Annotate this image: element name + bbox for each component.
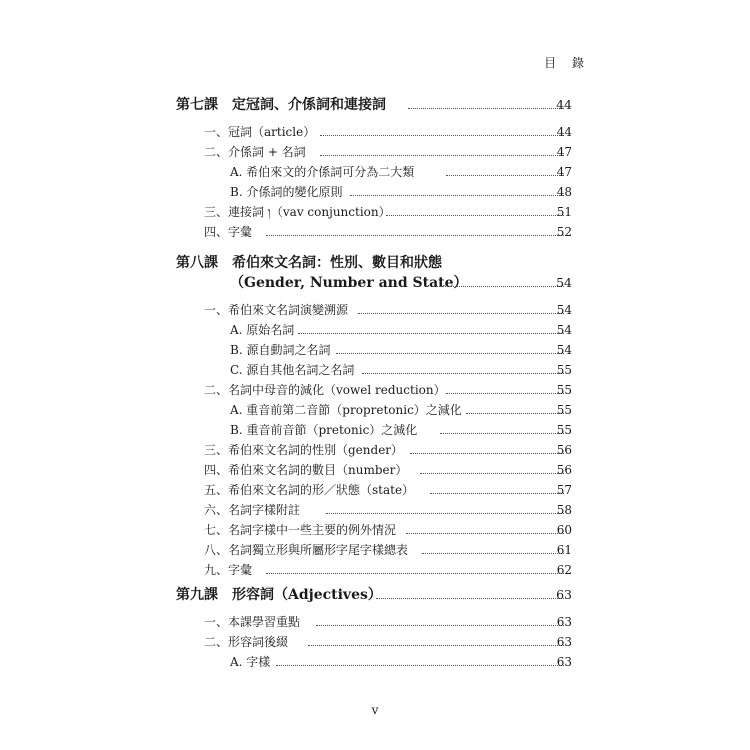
toc-section	[0, 634, 750, 656]
toc-entry-title: 第八課 希伯來文名詞：性別、數目和狀態	[176, 255, 442, 271]
toc-subsection	[0, 402, 750, 424]
toc-entry-page: 55	[556, 423, 572, 437]
dot-leader	[308, 645, 564, 646]
toc-entry-page: 54	[556, 323, 572, 337]
toc-entry-page: 55	[556, 383, 572, 397]
toc-section	[0, 562, 750, 584]
toc-entry-page: 62	[556, 563, 572, 577]
toc-entry-title: B. 重音前音節（pretonic）之減化	[230, 423, 418, 437]
toc-entry-page: 57	[556, 483, 572, 497]
toc-entry-title: 一、希伯來文名詞演變溯源	[204, 303, 349, 317]
toc-entry-title: 四、字彙	[204, 225, 253, 239]
dot-leader	[276, 665, 564, 666]
toc-entry-page: 54	[556, 275, 572, 290]
toc-chapter-8	[0, 254, 750, 276]
toc-entry-title: 第九課 形容詞（Adjectives）	[176, 587, 382, 603]
toc-entry-page: 63	[556, 587, 572, 602]
toc-entry-title: 二、形容詞後綴	[204, 635, 289, 649]
toc-entry-title: 五、希伯來文名詞的形／狀態（state）	[204, 483, 415, 497]
toc-entry-title: A. 字樣	[230, 655, 271, 669]
toc-entry-page: 63	[556, 635, 572, 649]
toc-entry-page: 52	[556, 225, 572, 239]
toc-entry-title: 一、冠詞（article）	[204, 125, 316, 139]
toc-entry-page: 63	[556, 615, 572, 629]
toc-entry-title: A. 原始名詞	[230, 323, 295, 337]
toc-entry-title: C. 源自其他名詞之名詞	[230, 363, 355, 377]
toc-entry-title: 二、名詞中母音的減化（vowel reduction）	[204, 383, 446, 397]
toc-section	[0, 204, 750, 226]
toc-entry-title: 一、本課學習重點	[204, 615, 301, 629]
toc-entry-title: 三、希伯來文名詞的性別（gender）	[204, 443, 404, 457]
running-head: 目 錄	[544, 56, 590, 70]
toc-entry-page: 56	[556, 463, 572, 477]
toc-entry-page: 58	[556, 503, 572, 517]
toc-section	[0, 124, 750, 146]
toc-entry-page: 63	[556, 655, 572, 669]
page-number: v	[371, 703, 379, 717]
dot-leader	[320, 135, 564, 136]
toc-entry-title: 七、名詞字樣中一些主要的例外情況	[204, 523, 397, 537]
toc-section	[0, 462, 750, 484]
toc-subsection	[0, 184, 750, 206]
toc-subsection	[0, 322, 750, 344]
dot-leader	[320, 155, 564, 156]
toc-subsection	[0, 342, 750, 364]
toc-section	[0, 482, 750, 504]
toc-entry-title: 四、希伯來文名詞的數目（number）	[204, 463, 408, 477]
dot-leader	[326, 513, 564, 514]
toc-entry-title: B. 源自動詞之名詞	[230, 343, 331, 357]
dot-leader	[266, 235, 564, 236]
toc-chapter-8-subtitle	[0, 274, 750, 296]
toc-section	[0, 302, 750, 324]
toc-subsection	[0, 362, 750, 384]
toc-entry-page: 56	[556, 443, 572, 457]
toc-entry-page: 44	[556, 125, 572, 139]
toc-entry-title: 三、連接詞 וְ（vav conjunction）	[204, 205, 391, 219]
toc-entry-title: 九、字彙	[204, 563, 253, 577]
toc-subsection	[0, 164, 750, 186]
toc-section	[0, 382, 750, 404]
toc-section	[0, 522, 750, 544]
toc-section	[0, 224, 750, 246]
dot-leader	[266, 573, 564, 574]
dot-leader	[336, 353, 564, 354]
toc-section	[0, 502, 750, 524]
toc-entry-page: 47	[556, 165, 572, 179]
toc-entry-page: 47	[556, 145, 572, 159]
toc-entry-page: 54	[556, 303, 572, 317]
toc-section	[0, 442, 750, 464]
toc-subsection	[0, 422, 750, 444]
toc-chapter-9	[0, 586, 750, 608]
toc-entry-title: B. 介係詞的變化原則	[230, 185, 343, 199]
toc-entry-title: A. 希伯來文的介係詞可分為二大類	[230, 165, 415, 179]
toc-entry-title: 二、介係詞 + 名詞	[204, 145, 306, 159]
toc-entry-page: 55	[556, 363, 572, 377]
toc-chapter-7	[0, 96, 750, 118]
toc-entry-page: 61	[556, 543, 572, 557]
toc-entry-page: 44	[556, 97, 572, 112]
toc-section	[0, 542, 750, 564]
dot-leader	[298, 333, 564, 334]
toc-entry-title: 第七課 定冠詞、介係詞和連接詞	[176, 97, 386, 113]
toc-entry-page: 55	[556, 403, 572, 417]
toc-entry-page: 51	[556, 205, 572, 219]
toc-entry-page: 60	[556, 523, 572, 537]
toc-entry-title: （Gender, Number and State）	[230, 275, 468, 291]
dot-leader	[316, 625, 564, 626]
toc-entry-page: 54	[556, 343, 572, 357]
toc-entry-title: 八、名詞獨立形與所屬形字尾字樣總表	[204, 543, 409, 557]
toc-entry-title: 六、名詞字樣附註	[204, 503, 301, 517]
toc-section	[0, 144, 750, 166]
toc-subsection	[0, 654, 750, 676]
toc-entry-page: 48	[556, 185, 572, 199]
toc-entry-title: A. 重音前第二音節（propretonic）之減化	[230, 403, 462, 417]
toc-section	[0, 614, 750, 636]
